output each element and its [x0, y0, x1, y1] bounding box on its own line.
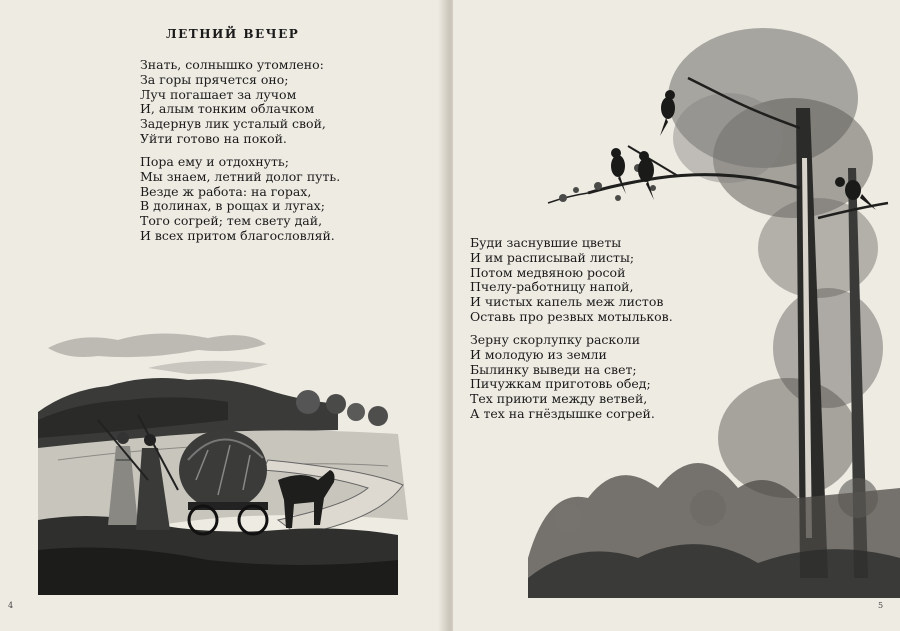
- verse-line: Зерну скорлупку расколи: [470, 332, 641, 347]
- verse-line: А тех на гнёздышке согрей.: [470, 405, 655, 421]
- right-page: [453, 0, 900, 631]
- verse-line: Пичужкам приготовь обед;: [470, 376, 651, 392]
- left-page: [0, 0, 447, 631]
- verse-line: И молодую из земли: [470, 346, 607, 362]
- verse-line: Знать, солнышко утомлено:: [140, 57, 324, 72]
- verse-line: Буди заснувшие цветы: [470, 235, 622, 250]
- birch-tree-birds-illustration: [528, 18, 900, 598]
- poem-title: ЛЕТНИЙ ВЕЧЕР: [166, 27, 300, 41]
- verse-line: И всех притом благословляй.: [140, 227, 335, 243]
- verse-line: И чистых капель меж листов: [470, 294, 664, 310]
- verse-line: Везде ж работа: на горах,: [140, 183, 312, 199]
- verse-line: Того согрей; тем свету дай,: [140, 213, 323, 229]
- verse-line: Потом медвяною росой: [470, 264, 626, 280]
- verse-line: Пчелу-работницу напой,: [470, 279, 634, 295]
- verse-line: В долинах, в рощах и лугах;: [140, 198, 325, 214]
- verse-line: Пора ему и отдохнуть;: [140, 154, 289, 169]
- left-stanza-2: [140, 155, 340, 244]
- left-stanza-1: [140, 58, 326, 147]
- haying-landscape-illustration: [38, 320, 418, 595]
- verse-line: И им расписывай листы;: [470, 249, 635, 265]
- verse-line: Тех приюти между ветвей,: [470, 391, 648, 407]
- verse-line: За горы прячется оно;: [140, 71, 289, 87]
- page-number-right: 5: [878, 601, 884, 610]
- verse-line: Задернув лик усталый свой,: [140, 116, 326, 132]
- page-number-left: 4: [8, 601, 14, 610]
- verse-line: И, алым тонким облачком: [140, 101, 315, 117]
- verse-line: Былинку выведи на свет;: [470, 361, 637, 377]
- verse-line: Уйти готово на покой.: [140, 130, 287, 146]
- verse-line: Оставь про резвых мотыльков.: [470, 308, 673, 324]
- verse-line: Мы знаем, летний долог путь.: [140, 168, 341, 184]
- verse-line: Луч погашает за лучом: [140, 86, 297, 102]
